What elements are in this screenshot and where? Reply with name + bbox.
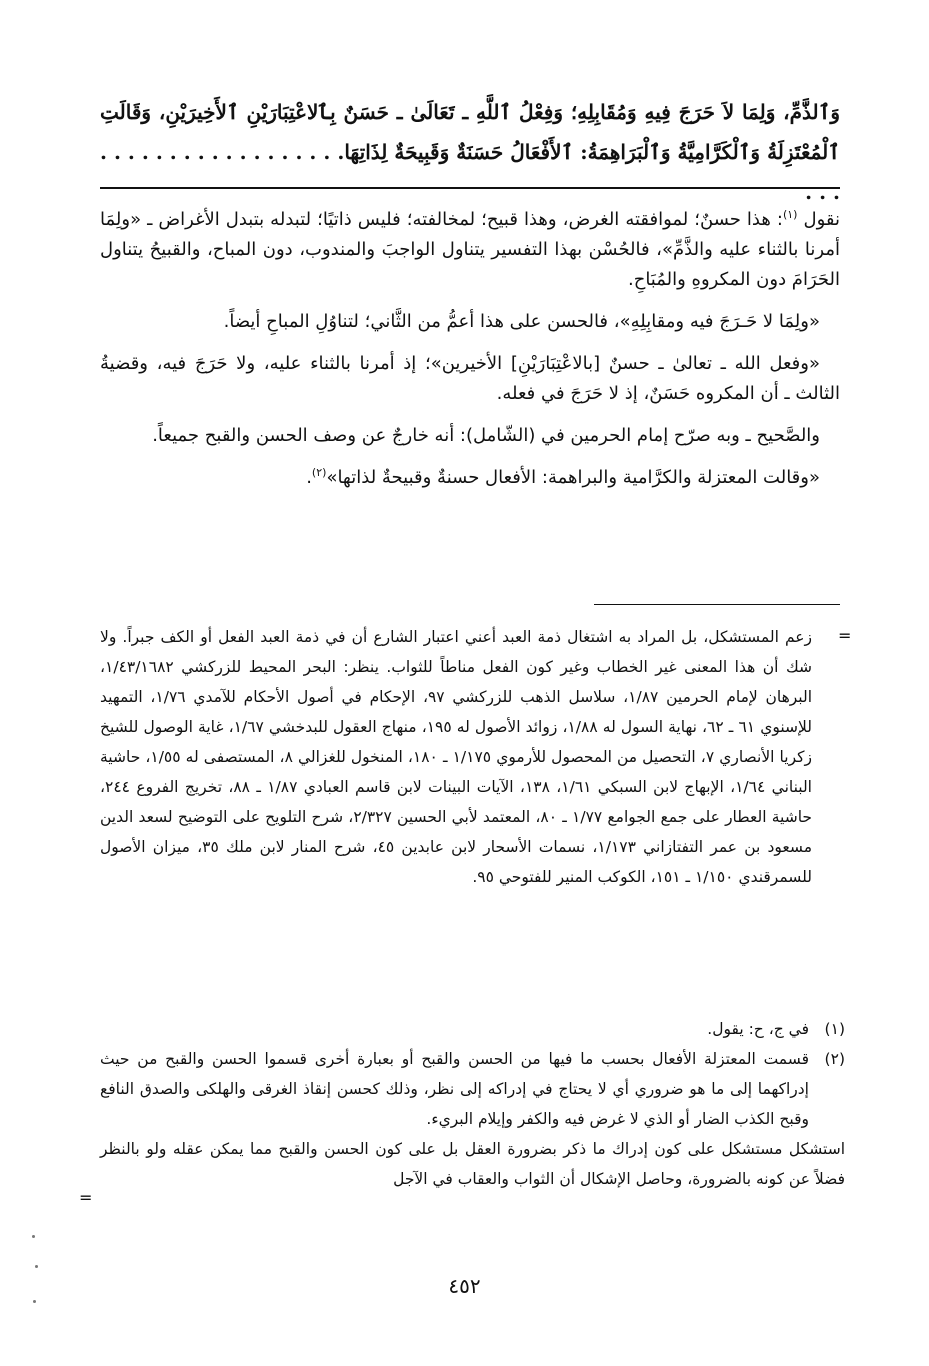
footnote-next-page-mark: = bbox=[79, 1188, 93, 1207]
commentary-paragraph-5 bbox=[100, 463, 840, 493]
commentary-sharh bbox=[100, 205, 840, 505]
footnote-number: (١) bbox=[824, 1020, 845, 1038]
footnote-ref-2: (٢) bbox=[311, 466, 327, 479]
commentary-paragraph-1 bbox=[100, 205, 840, 295]
commentary-paragraph-4: والصَّحيح ـ وبه صرّح إمام الحرمين في (الشّامل): أنه خارجٌ عن وصف الحسن والقبح جميعاً. bbox=[152, 425, 820, 446]
continued-footnote-text: زعم المستشكل، بل المراد به اشتغال ذمة العبد أعني اعتبار الشارع أن في ذمة العبد الفعل أو الكف جبراً. ولا شك أن هذا المعنى غير الخطاب وغير كون الفعل مناطاً للثواب. ينظر: البحر المحيط للزركشي ١/٤٣/١٦٨٢، البرهان لإمام الحرمين ١/٨٧، سلاسل الذهب للزركشي ٩٧، الإحكام في أصول الأحكام للآمدي ١/٧٦، التمهيد للإسنوي ٦١ ـ ٦٢، نهاية السول له ١/٨٨، زوائد الأصول له ١٩٥، منهاج العقول للبدخشي ١/٦٧، غاية الوصول للشيخ زكريا الأنصاري ٧، التحصيل من المحصول للأرموي ١/١٧٥ ـ ١٨٠، المنخول للغزالي ٨، المستصفى له ١/٥٥، حاشية البناني ١/٦٤، الإبهاج لابن السبكي ١/٦١، ١٣٨، الآيات البينات لابن قاسم العبادي ١/٨٧ ـ ٨٨، تخريج الفروع ٢٤٤، حاشية العطار على جمع الجوامع ١/٧٧ ـ ٨٠، المعتمد لأبي الحسين ٢/٣٢٧، شرح التلويح على التوضيح لسعد الدين مسعود بن عمر التفتازاني ١/١٧٣، نسمات الأسحار لابن عابدين ٤٥، شرح المنار لابن ملك ٣٥، ميزان الأصول للسمرقندي ١/١٥٠ ـ ١٥١، الكوكب المنير للفتوحي ٩٥. bbox=[100, 628, 813, 886]
commentary-text: نقول bbox=[803, 209, 840, 230]
footnote-2-continuation: استشكل مستشكل على كون إدراك ما ذكر بضرورة العقل بل على كون الحسن والقبح مما يمكن عقله ولو بالنظر فضلاً عن كونه بالضرورة، وحاصل الإشكال أن الثواب والعقاب في الآجل bbox=[100, 1140, 845, 1188]
footnote-continuation-mark: = bbox=[838, 626, 852, 645]
matn-separator-line bbox=[100, 187, 840, 189]
scan-speck bbox=[32, 1235, 35, 1238]
commentary-paragraph-2: «ولِمَا لا حَـرَجَ فيه ومقابِلِهِ»، فالحسن على هذا أعمُّ من الثَّاني؛ لتناوُلِ المباحِ أيضاً. bbox=[223, 311, 820, 332]
commentary-paragraph-3: «وفعل الله ـ تعالىٰ ـ حسنٌ [بالاعْتِبَارَيْنِ] الأخيرين»؛ إذ أمرنا بالثناء عليه، ولا حَرَجَ فيه، وقضيةُ الثالث ـ أن المكروه حَسَنٌ، إذ لا حَرَجَ في فعله. bbox=[100, 353, 840, 404]
scan-speck bbox=[33, 1300, 36, 1303]
main-text-matn bbox=[100, 92, 840, 212]
page-number: ٤٥٢ bbox=[448, 1274, 481, 1298]
footnote-number: (٢) bbox=[824, 1050, 845, 1068]
commentary-text: . bbox=[306, 467, 312, 488]
commentary-text: : هذا حسنٌ؛ لموافقته الغرض، وهذا قبيح؛ لمخالفته؛ فليس ذاتيًا؛ لتبدله بتبدل الأغراض ـ «ولِمَا أمرنا بالثناء عليه والذَّمِّ»، فالحُسْن بهذا التفسير يتناول الواجبَ والمندوب، دون المباح، والقبيحُ يتناول الحَرَامَ دون المكروهِ والمُبَاحِ. bbox=[100, 209, 840, 290]
continued-footnote bbox=[100, 622, 812, 892]
footnote-text: في ج، ح: يقول. bbox=[707, 1020, 809, 1038]
scan-speck bbox=[35, 1265, 38, 1268]
footnotes-section bbox=[100, 1014, 845, 1194]
commentary-text: «وقالت المعتزلة والكرَّامية والبراهمة: الأفعال حسنةٌ وقبيحةٌ لذاتها» bbox=[326, 467, 820, 488]
footnote-2 bbox=[100, 1044, 845, 1134]
matn-paragraph: وَٱلذَّمِّ، وَلِمَا لاَ حَرَجَ فِيهِ وَمُقَابِلِهِ؛ وَفِعْلُ ٱللَّهِ ـ تَعَالَىٰ ـ حَسَنٌ بِٱلاعْتِبَارَيْنِ ٱلأَخِيرَيْنِ، وَقَالَتِ ٱلْمُعْتَزِلَةُ وَٱلْكَرَّامِيَّةُ وَٱلْبَرَاهِمَةُ: ٱلأَفْعَالُ حَسَنَةٌ وَقَبِيحَةٌ لِذَاتِهَا. . . . . . . . . . . . . . . . . . . . . bbox=[100, 100, 840, 204]
footnote-separator-line bbox=[594, 604, 840, 605]
footnote-ref-1: (١) bbox=[782, 208, 798, 221]
footnote-1 bbox=[100, 1014, 845, 1044]
footnote-text: قسمت المعتزلة الأفعال بحسب ما فيها من الحسن والقبح أو بعبارة أخرى قسموا الحسن والقبح من حيث إدراكهما إلى ما هو ضروري أي لا يحتاج في إدراكه إلى نظر، وذلك كحسن إنقاذ الغرقى والهلكى والصدق النافع وقبح الكذب الضار أو الذي لا غرض فيه والكفر وإيلام البريء. bbox=[100, 1050, 809, 1128]
